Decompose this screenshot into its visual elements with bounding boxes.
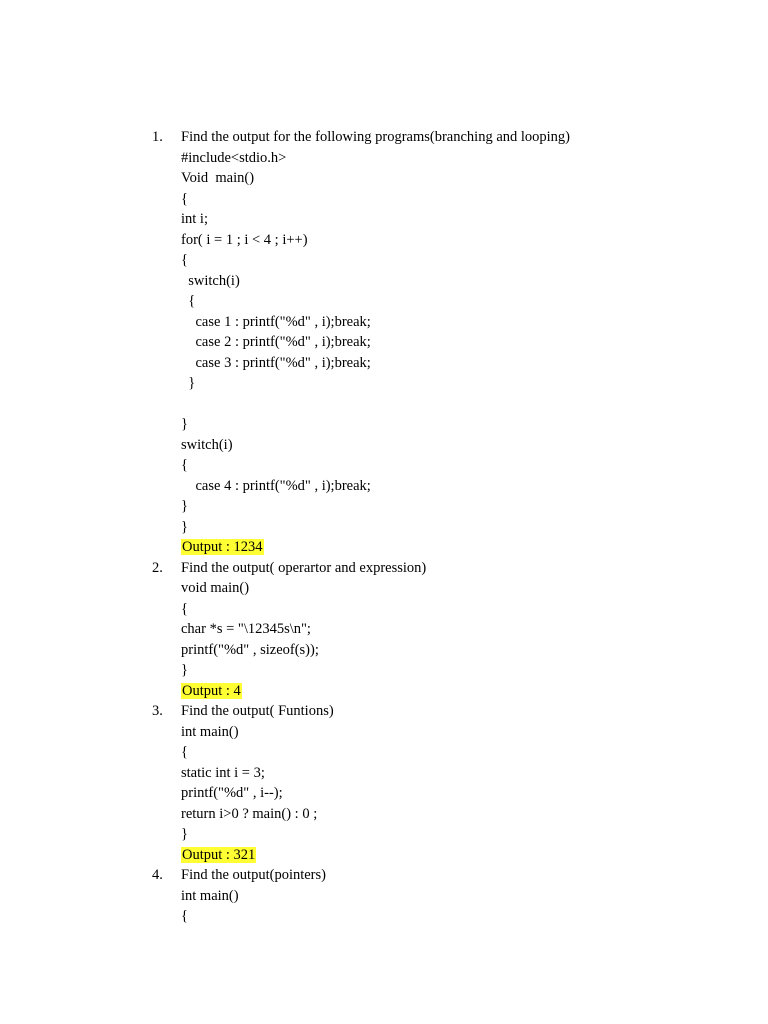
code-line: switch(i) [181,436,233,453]
code-line: return i>0 ? main() : 0 ; [181,805,318,822]
code-line: printf("%d" , sizeof(s)); [181,641,319,658]
question-number: 3. [152,703,163,719]
code-line: printf("%d" , i--); [181,785,283,801]
question-number: 4. [152,867,163,883]
code-line: #include<stdio.h> [181,149,287,166]
code-line: case 1 : printf("%d" , i);break; [181,313,371,330]
output-highlight: Output : 4 [182,682,241,699]
question-title: Find the output( operartor and expression) [181,559,427,576]
output-line [181,537,264,558]
code-line: int main() [181,723,239,740]
code-line: for( i = 1 ; i < 4 ; i++) [181,231,308,248]
code-line: { [181,190,188,207]
code-line: } [181,416,188,432]
question-title: Find the output( Funtions) [181,703,334,719]
code-line: Void main() [181,170,255,186]
output-highlight: Output : 321 [182,846,256,863]
output-line [181,845,256,866]
question-number: 1. [152,129,163,145]
code-line: } [181,662,188,678]
code-line: { [181,252,188,268]
code-line: { [181,293,196,309]
question-title: Find the output for the following programs(branching and looping) [181,129,571,145]
code-line: } [181,375,196,391]
code-line: int main() [181,887,239,904]
code-line: char *s = "\12345s\n"; [181,621,311,637]
code-line: case 2 : printf("%d" , i);break; [181,334,371,350]
code-line: switch(i) [181,272,240,289]
code-line: } [181,498,188,514]
question-title: Find the output(pointers) [181,867,326,883]
code-line: static int i = 3; [181,764,265,781]
code-line: } [181,826,188,842]
code-line: { [181,457,188,473]
code-line: { [181,744,188,760]
code-line: } [181,518,188,535]
question-number: 2. [152,559,163,576]
output-line [181,681,242,702]
code-line: int i; [181,211,208,227]
code-line: case 4 : printf("%d" , i);break; [181,477,371,494]
code-line: case 3 : printf("%d" , i);break; [181,354,371,371]
code-line: void main() [181,580,250,596]
code-line: { [181,600,188,617]
code-line: { [181,908,188,924]
output-highlight: Output : 1234 [182,539,263,555]
